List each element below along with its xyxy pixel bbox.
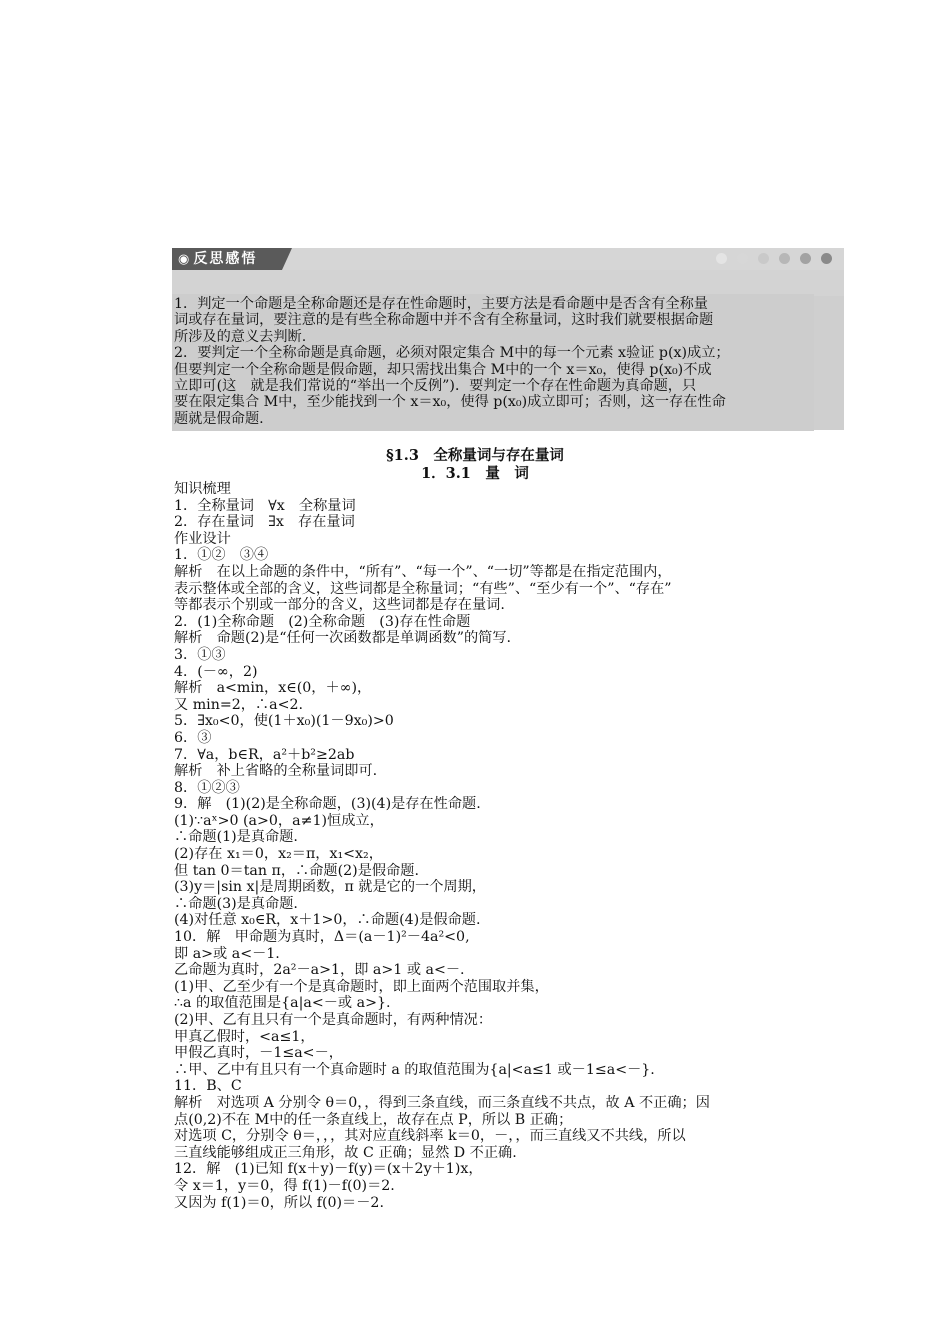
subsection-title: 1．3.1 量 词 (421, 465, 529, 482)
reflection-line: 2．要判定一个全称命题是真命题，必须对限定集合 M中的每一个元素 x验证 p(x)成立； (174, 345, 730, 362)
reflection-panel (172, 270, 844, 430)
answer-body (174, 481, 834, 1211)
text-line: 三直线能够组成正三角形，故 C 正确；显然 D 不正确. (174, 1144, 517, 1161)
text-line: 令 x＝1，y＝0，得 f(1)－f(0)＝2. (174, 1177, 395, 1194)
dot-icon (800, 253, 811, 264)
banner-tab (172, 248, 282, 270)
text-line: (1)甲、乙至少有一个是真命题时，即上面两个范围取并集， (174, 978, 549, 995)
text-line: 3．①③ (174, 646, 226, 663)
text-line: 5．∃x₀<0，使(1＋x₀)(1－9x₀)>0 (174, 713, 394, 730)
dot-icon (737, 253, 748, 264)
reflection-banner (172, 248, 844, 270)
banner-label: 反思感悟 (193, 251, 258, 267)
text-line: 1．①② ③④ (174, 547, 269, 564)
text-line: 甲假乙真时，－1≤a<－， (174, 1045, 343, 1062)
text-line: 8．①②③ (174, 779, 240, 796)
text-line: 作业设计 (174, 530, 231, 547)
dot-icon (821, 253, 832, 264)
target-icon: ◉ (178, 252, 190, 267)
dot-icon (779, 253, 790, 264)
text-line: 表示整体或全部的含义，这些词都是全称量词；“有些”、“至少有一个”、“存在” (174, 580, 672, 597)
reflection-line: 题就是假命题. (174, 410, 264, 427)
reflection-line: 所涉及的意义去判断. (174, 328, 307, 345)
text-line: 解析 命题(2)是“任何一次函数都是单调函数”的简写. (174, 630, 512, 647)
text-line: ∴命题(3)是真命题. (174, 895, 298, 912)
reflection-line: 要在限定集合 M中，至少能找到一个 x＝x₀，使得 p(x₀)成立即可；否则，这一存在性命 (174, 394, 726, 411)
reflection-line: 但要判定一个全称命题是假命题，却只需找出集合 M中的一个 x＝x₀，使得 p(x₀)不成 (174, 361, 712, 378)
text-line: 但 tan 0＝tan π，∴命题(2)是假命题. (174, 862, 419, 879)
text-line: 解析 补上省略的全称量词即可. (174, 763, 378, 780)
text-line: 2．存在量词 ∃x 存在量词 (174, 514, 355, 531)
section-title: §1.3 全称量词与存在量词 (386, 447, 564, 464)
text-line: 对选项 C，分别令 θ＝，，，其对应直线斜率 k＝0，－，，而三直线又不共线，所以 (174, 1128, 686, 1145)
text-line: 等都表示个别或一部分的含义，这些词都是存在量词. (174, 597, 505, 614)
text-line: 点(0,2)不在 M中的任一条直线上，故存在点 P，所以 B 正确； (174, 1111, 573, 1128)
text-line: ∴a 的取值范围是{a|a<－或 a>}. (174, 995, 391, 1012)
text-line: 又 min=2，∴a<2. (174, 696, 303, 713)
reflection-line: 1．判定一个命题是全称命题还是存在性命题时，主要方法是看命题中是否含有全称量 (174, 296, 708, 312)
text-line: (3)y＝|sin x|是周期函数，π 就是它的一个周期， (174, 879, 486, 896)
text-line: 即 a>或 a<－1. (174, 945, 280, 962)
text-line: 2．(1)全称命题 (2)全称命题 (3)存在性命题 (174, 613, 471, 630)
text-line: (1)∵aˣ>0 (a>0，a≠1)恒成立， (174, 812, 384, 829)
decorative-dots (716, 253, 832, 264)
text-line: 1．全称量词 ∀x 全称量词 (174, 497, 356, 514)
text-line: 7．∀a，b∈R，a²＋b²≥2ab (174, 746, 355, 763)
text-line: 10．解 甲命题为真时，Δ＝(a－1)²－4a²<0, (174, 929, 470, 946)
text-line: 11．B、C (174, 1078, 242, 1095)
text-line: 甲真乙假时，<a≤1， (174, 1028, 315, 1045)
reflection-text (172, 294, 814, 431)
text-line: 知识梳理 (174, 481, 231, 497)
text-line: ∴命题(1)是真命题. (174, 829, 298, 846)
text-line: 12．解 (1)已知 f(x＋y)－f(y)＝(x＋2y＋1)x， (174, 1161, 483, 1178)
dot-icon (758, 253, 769, 264)
dot-icon (716, 253, 727, 264)
reflection-line: 立即可(这 就是我们常说的“举出一个反例”)．要判定一个存在性命题为真命题，只 (174, 378, 697, 395)
text-line: 9．解 (1)(2)是全称命题，(3)(4)是存在性命题. (174, 796, 481, 813)
text-line: 乙命题为真时，2a²－a>1，即 a>1 或 a<－. (174, 962, 465, 979)
text-line: 又因为 f(1)＝0，所以 f(0)＝－2. (174, 1194, 384, 1211)
text-line: (2)甲、乙有且只有一个是真命题时，有两种情况： (174, 1012, 493, 1028)
text-line: 4．(－∞，2) (174, 663, 258, 680)
text-line: (2)存在 x₁＝0，x₂＝π，x₁<x₂， (174, 846, 383, 863)
text-line: ∴甲、乙中有且只有一个真命题时 a 的取值范围为{a|<a≤1 或－1≤a<－}. (174, 1061, 655, 1078)
text-line: 解析 在以上命题的条件中，“所有”、“每一个”、“一切”等都是在指定范围内， (174, 563, 672, 580)
text-line: 解析 a<min，x∈(0，＋∞)， (174, 680, 372, 697)
text-line: 6．③ (174, 729, 212, 746)
text-line: (4)对任意 x₀∈R，x＋1>0，∴命题(4)是假命题. (174, 912, 481, 929)
text-line: 解析 对选项 A 分别令 θ＝0，，得到三条直线，而三条直线不共点，故 A 不正确；因 (174, 1094, 710, 1111)
reflection-line: 词或存在量词，要注意的是有些全称命题中并不含有全称量词，这时我们就要根据命题 (174, 312, 714, 329)
